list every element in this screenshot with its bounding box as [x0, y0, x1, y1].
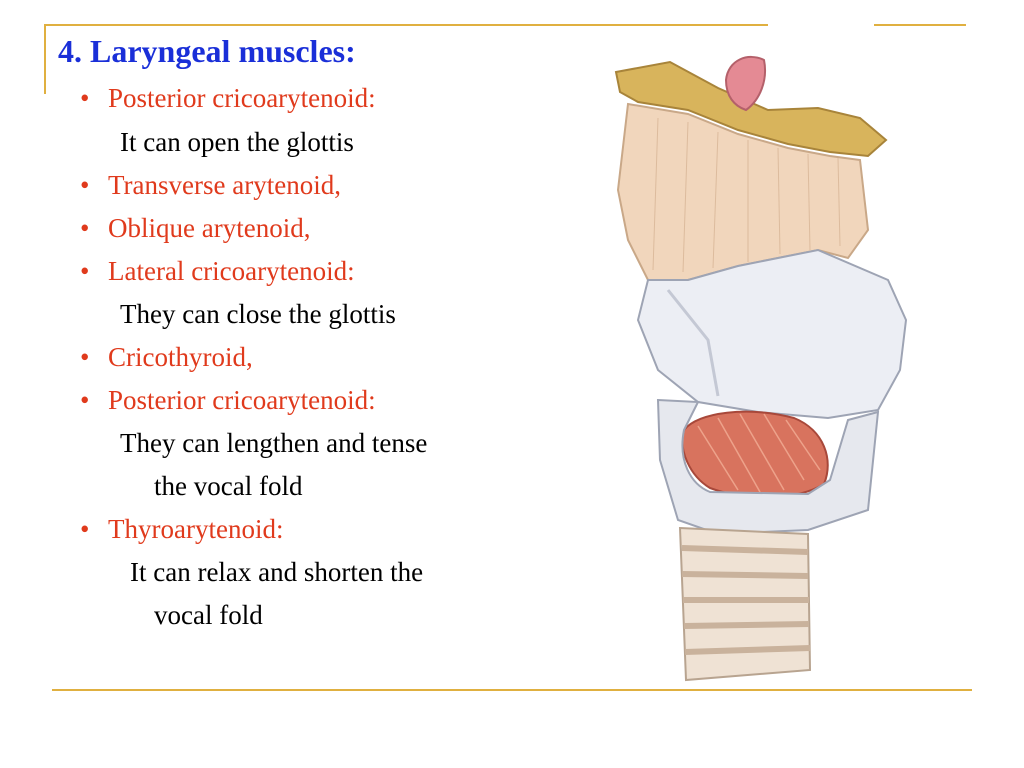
description-close-glottis: They can close the glottis — [120, 299, 396, 329]
bullet-icon: • — [80, 342, 90, 372]
bullet-icon: • — [80, 213, 90, 243]
bullet-icon: • — [80, 256, 90, 286]
description-relax-shorten-cont: vocal fold — [154, 600, 263, 630]
description-relax-shorten: It can relax and shorten the — [130, 557, 424, 587]
bullet-icon: • — [80, 385, 90, 415]
bullet-text: Posterior cricoarytenoid: — [108, 83, 376, 113]
bullet-text: Oblique arytenoid, — [108, 213, 311, 243]
list-item-transverse-arytenoid — [80, 167, 341, 203]
list-item-posterior-cricoarytenoid-2 — [80, 382, 376, 418]
bullet-text: Posterior cricoarytenoid: — [108, 385, 376, 415]
bullet-icon: • — [80, 514, 90, 544]
list-item-oblique-arytenoid — [80, 210, 310, 246]
bullet-text: Transverse arytenoid, — [108, 170, 341, 200]
bullet-icon: • — [80, 170, 90, 200]
bullet-text: Cricothyroid, — [108, 342, 253, 372]
slide-title: 4. Laryngeal muscles: — [58, 33, 356, 69]
list-item-posterior-cricoarytenoid — [80, 80, 376, 116]
frame-left-line — [44, 24, 46, 94]
bullet-icon: • — [80, 83, 90, 113]
larynx-illustration — [598, 40, 928, 690]
description-open-glottis: It can open the glottis — [120, 127, 354, 157]
bullet-text: Thyroarytenoid: — [108, 514, 284, 544]
frame-top-right-line — [874, 24, 966, 26]
description-lengthen-tense: They can lengthen and tense — [120, 428, 428, 458]
bullet-text: Lateral cricoarytenoid: — [108, 256, 355, 286]
trachea — [680, 528, 810, 680]
frame-top-line — [44, 24, 768, 26]
list-item-thyroarytenoid — [80, 511, 283, 547]
description-lengthen-tense-cont: the vocal fold — [154, 471, 303, 501]
list-item-cricothyroid — [80, 339, 253, 375]
list-item-lateral-cricoarytenoid — [80, 253, 355, 289]
